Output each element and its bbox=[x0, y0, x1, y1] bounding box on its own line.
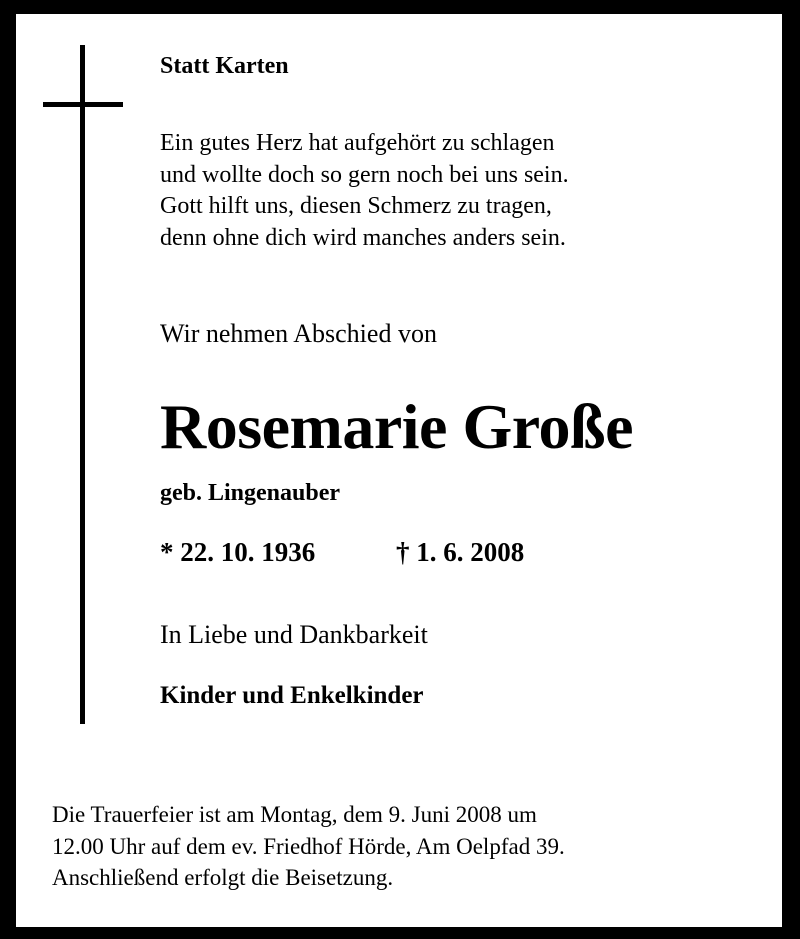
life-dates bbox=[160, 537, 525, 568]
maiden-name: geb. Lingenauber bbox=[160, 480, 341, 506]
death-date: † 1. 6. 2008 bbox=[396, 537, 525, 567]
birth-date: * 22. 10. 1936 bbox=[160, 537, 316, 567]
deceased-name: Rosemarie Große bbox=[160, 391, 633, 462]
funeral-info bbox=[52, 799, 565, 894]
poem-line: Gott hilft uns, diesen Schmerz zu tragen, bbox=[160, 193, 552, 219]
signature: Kinder und Enkelkinder bbox=[160, 682, 424, 709]
obituary-notice bbox=[16, 14, 782, 927]
poem-line: denn ohne dich wird manches anders sein. bbox=[160, 224, 566, 251]
funeral-line: 12.00 Uhr auf dem ev. Friedhof Hörde, Am Oelpfad 39. bbox=[52, 833, 565, 859]
poem-line: Ein gutes Herz hat aufgehört zu schlagen bbox=[160, 130, 555, 156]
notice-heading: Statt Karten bbox=[160, 53, 289, 79]
funeral-line: Anschließend erfolgt die Beisetzung. bbox=[52, 865, 394, 890]
funeral-line: Die Trauerfeier ist am Montag, dem 9. Juni 2008 um bbox=[52, 802, 537, 827]
closing-text: In Liebe und Dankbarkeit bbox=[160, 620, 428, 649]
cross-vertical-bar bbox=[80, 45, 85, 724]
poem bbox=[160, 128, 569, 254]
poem-line: und wollte doch so gern noch bei uns sein. bbox=[160, 161, 569, 188]
farewell-text: Wir nehmen Abschied von bbox=[160, 319, 437, 348]
cross-horizontal-bar bbox=[43, 102, 123, 107]
